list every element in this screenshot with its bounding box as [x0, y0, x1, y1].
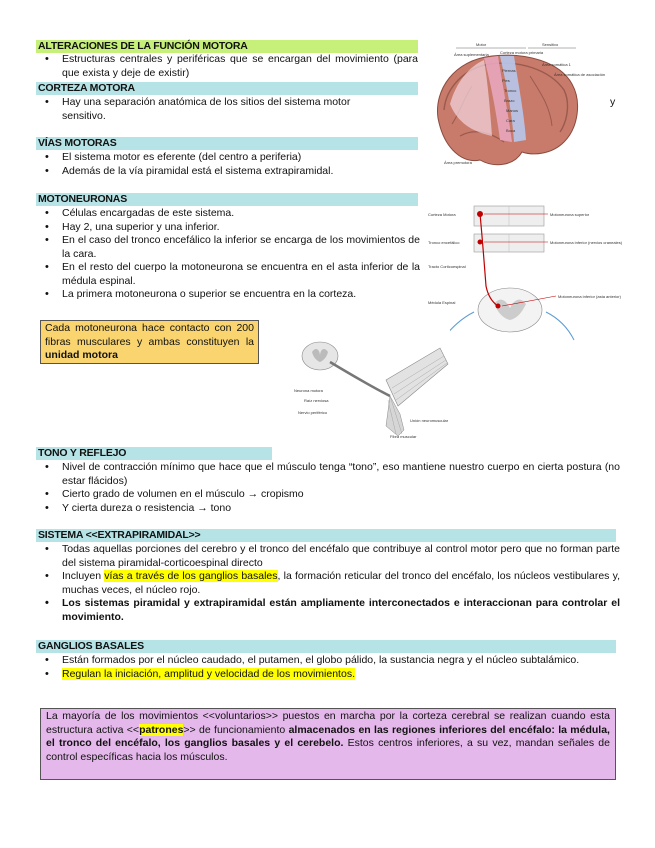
brain-label-somatic1: Área somática 1: [542, 62, 571, 67]
list-item: • Nivel de contracción mínimo que hace que el músculo tenga “tono”, eso mantiene nuestro cuerpo en cierta postura (no estar flácidos): [42, 461, 620, 488]
brain-label-trunk: Tronco: [504, 88, 517, 93]
list-item: • Estructuras centrales y periféricas que se encargan del movimiento (para que exista y deje de existir): [42, 53, 418, 80]
section-title-ganglios: GANGLIOS BASALES: [36, 640, 616, 653]
extrapiramidal-list: [42, 543, 620, 624]
brain-label-premotor: Área premotora: [444, 160, 472, 165]
muscle-label-nmj: Unión neuromuscular: [410, 418, 449, 423]
level-spinal: Médula Espinal: [428, 300, 456, 305]
corteza-bullet-text: Hay una separación anatómica de los sitios del sistema motor: [62, 96, 351, 108]
final-note-t3: Estos centros inferiores, a su vez, mandan señales de control específicas hacia los músculos.: [46, 737, 610, 763]
vias-list: [42, 151, 418, 178]
list-item: • En el caso del tronco encefálico la inferior se encarga de los movimientos de la cara.: [42, 234, 420, 261]
brain-label-mouth: Boca: [506, 128, 516, 133]
level-tract: Tracto Corticoespinal: [428, 264, 466, 269]
list-item: • Y cierta dureza o resistencia → tono: [42, 502, 620, 516]
motor-unit-text: Cada motoneurona hace contacto con 200 fibras musculares y ambas constituyen la: [45, 322, 254, 348]
list-item: • Hay 2, una superior y una inferior.: [42, 221, 420, 235]
section-title-corteza: CORTEZA MOTORA: [36, 82, 418, 95]
section-title-motoneuronas: MOTONEURONAS: [36, 193, 418, 206]
corteza-list: [42, 96, 422, 123]
muscle-figure: [290, 330, 450, 440]
list-item: [42, 668, 620, 682]
final-note-bold: almacenados en las regiones inferiores del encéfalo: la médula, el tronco del encéfalo, los ganglios basales y el cerebelo.: [46, 723, 610, 749]
section-title-vias: VÍAS MOTORAS: [36, 137, 418, 150]
brain-label-arm: Brazo: [504, 98, 515, 103]
corteza-bullet-cont: sensitivo.: [62, 109, 106, 122]
final-note: [40, 708, 616, 780]
extra-b2-highlight: vías a través de los ganglios basales: [104, 570, 278, 582]
ganglios-list: [42, 654, 620, 681]
section-title-alteraciones: ALTERACIONES DE LA FUNCIÓN MOTORA: [36, 40, 418, 53]
motoneuron-figure: [428, 200, 628, 340]
motor-unit-note: [40, 320, 259, 364]
corteza-trailing-text: y: [610, 96, 616, 108]
brain-label-supplementary: Área suplementaria: [454, 52, 489, 57]
list-item: [42, 96, 422, 123]
brain-label-hands: Manos: [506, 108, 519, 113]
list-item: • La primera motoneurona o superior se encuentra en la corteza.: [42, 288, 420, 302]
final-note-t1: La mayoría de los movimientos <<voluntarios>> puestos en marcha por la corteza cerebral se realizan cuando esta estructura activa <<: [46, 710, 610, 736]
brain-header-motor: Motor: [476, 42, 487, 47]
brain-label-somatic-assoc: Área somática de asociación: [554, 72, 606, 77]
level-cortex: Corteza Motora: [428, 212, 456, 217]
extra-b2-pre: Incluyen: [62, 570, 105, 582]
label-upper-mn: Motoneurona superior: [550, 212, 590, 217]
final-note-highlight: patrones: [139, 723, 184, 736]
brain-label-feet: Pies: [502, 78, 510, 83]
list-item: • El sistema motor es eferente (del centro a periferia): [42, 151, 418, 165]
section-title-tono: TONO Y REFLEJO: [36, 447, 272, 460]
list-item: [42, 570, 620, 597]
extra-b2-post: , la formación reticular del tronco del encéfalo, los núcleos vestibulares y, muchas veces, el núcleo rojo.: [62, 570, 620, 596]
muscle-label-root: Raíz nerviosa: [304, 398, 329, 403]
list-item: • Cierto grado de volumen en el músculo → cropismo: [42, 488, 620, 502]
list-item: • Están formados por el núcleo caudado, el putamen, el globo pálido, la sustancia negra y el núcleo subtalámico.: [42, 654, 620, 668]
ganglios-b2-highlight: Regulan la iniciación, amplitud y velocidad de los movimientos.: [62, 667, 355, 680]
list-item: • Además de la vía piramidal está el sistema extrapiramidal.: [42, 165, 418, 179]
brain-figure: [430, 40, 606, 180]
brain-label-primary-motor: Corteza motora primaria: [500, 50, 544, 55]
list-item: • Células encargadas de este sistema.: [42, 207, 420, 221]
brain-label-face: Cara: [506, 118, 515, 123]
label-lower-mn-cranial: Motoneurona inferior (nervios craneales): [550, 240, 623, 245]
motor-unit-bold: unidad motora: [45, 349, 118, 361]
motoneuronas-list: [42, 207, 420, 302]
section-title-extrapiramidal: SISTEMA <<EXTRAPIRAMIDAL>>: [36, 529, 616, 542]
muscle-label-fiber: Fibra muscular: [390, 434, 417, 439]
brain-label-legs: Piernas: [502, 68, 516, 73]
brain-header-sensitivo: Sensitivo: [542, 42, 559, 47]
label-lower-mn-anterior: Motoneurona inferior (asta anterior): [558, 294, 621, 299]
list-item: • Todas aquellas porciones del cerebro y el tronco del encéfalo que contribuye al control motor pero que no forman parte del sistema piramidal-corticoespinal directo: [42, 543, 620, 570]
alteraciones-list: [42, 53, 418, 80]
muscle-label-nerve: Nervio periférico: [298, 410, 328, 415]
muscle-label-neuron: Neurona motora: [294, 388, 323, 393]
tono-list: [42, 461, 620, 515]
final-note-t2: >> de funcionamiento: [183, 723, 289, 736]
list-item: • En el resto del cuerpo la motoneurona se encuentra en el asta inferior de la médula espinal.: [42, 261, 420, 288]
level-brainstem: Tronco encefálico: [428, 240, 460, 245]
list-item: • Los sistemas piramidal y extrapiramidal están ampliamente interconectados e interaccionan para controlar el movimiento.: [42, 597, 620, 624]
